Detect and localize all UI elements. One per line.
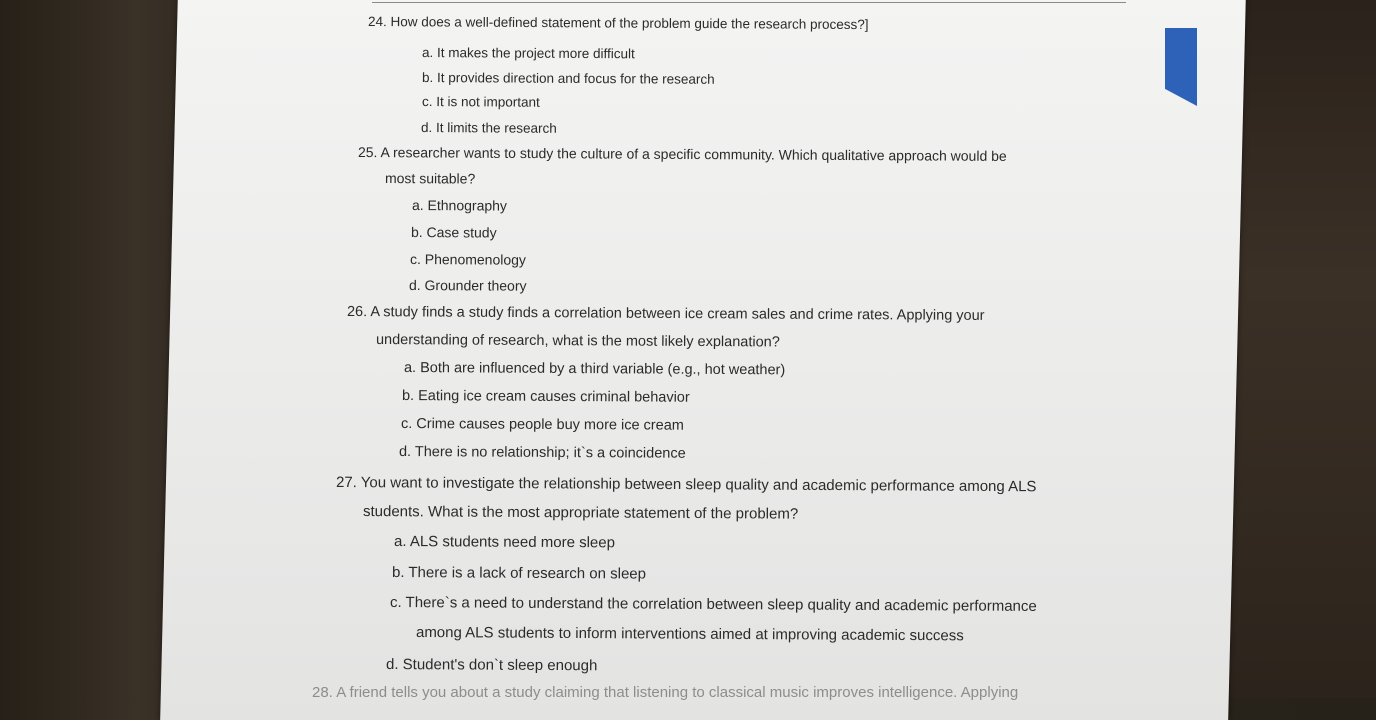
q27-option-d: d. Student's don`t sleep enough (385, 656, 598, 675)
q27-option-c: c. There`s a need to understand the correlation between sleep quality and academic performance (389, 594, 1037, 615)
q26-option-b: b. Eating ice cream causes criminal behavior (401, 388, 690, 406)
q27-option-a: a. ALS students need more sleep (393, 533, 616, 552)
q25-option-d: d. Grounder theory (408, 277, 527, 294)
q24-option-b: b. It provides direction and focus for the research (421, 70, 715, 87)
q24-option-a: a. It makes the project more difficult (421, 45, 635, 62)
question-25: 25. A researcher wants to study the culture of a specific community. Which qualitative approach would be (357, 144, 1007, 164)
question-28-partial: 28. A friend tells you about a study claiming that listening to classical music improves intelligence. Applying (312, 684, 1019, 701)
question-26: 26. A study finds a study finds a correlation between ice cream sales and crime rates. Applying your (346, 304, 985, 324)
q27-option-c-cont: among ALS students to inform interventions aimed at improving academic success (415, 624, 964, 645)
page-edge-line (372, 2, 1126, 3)
question-27: 27. You want to investigate the relationship between sleep quality and academic performance among ALS (335, 474, 1037, 496)
q26-option-a: a. Both are influenced by a third variable (e.g., hot weather) (403, 360, 786, 379)
q26-option-c: c. Crime causes people buy more ice cream (400, 416, 684, 434)
question-25-cont: most suitable? (384, 170, 476, 187)
q24-option-c: c. It is not important (421, 94, 540, 110)
q25-option-b: b. Case study (410, 224, 497, 241)
cut-off-line (312, 684, 1132, 704)
question-27-cont: students. What is the most appropriate statement of the problem? (362, 503, 799, 523)
q27-option-b: b. There is a lack of research on sleep (391, 564, 647, 583)
question-26-cont: understanding of research, what is the most likely explanation? (375, 332, 780, 351)
question-24: 24. How does a well-defined statement of the problem guide the research process?] (367, 14, 869, 33)
q24-option-d: d. It limits the research (420, 120, 557, 136)
q25-option-a: a. Ethnography (411, 197, 508, 214)
q25-option-c: c. Phenomenology (409, 251, 527, 268)
q26-option-d: d. There is no relationship; it`s a coincidence (398, 444, 686, 462)
